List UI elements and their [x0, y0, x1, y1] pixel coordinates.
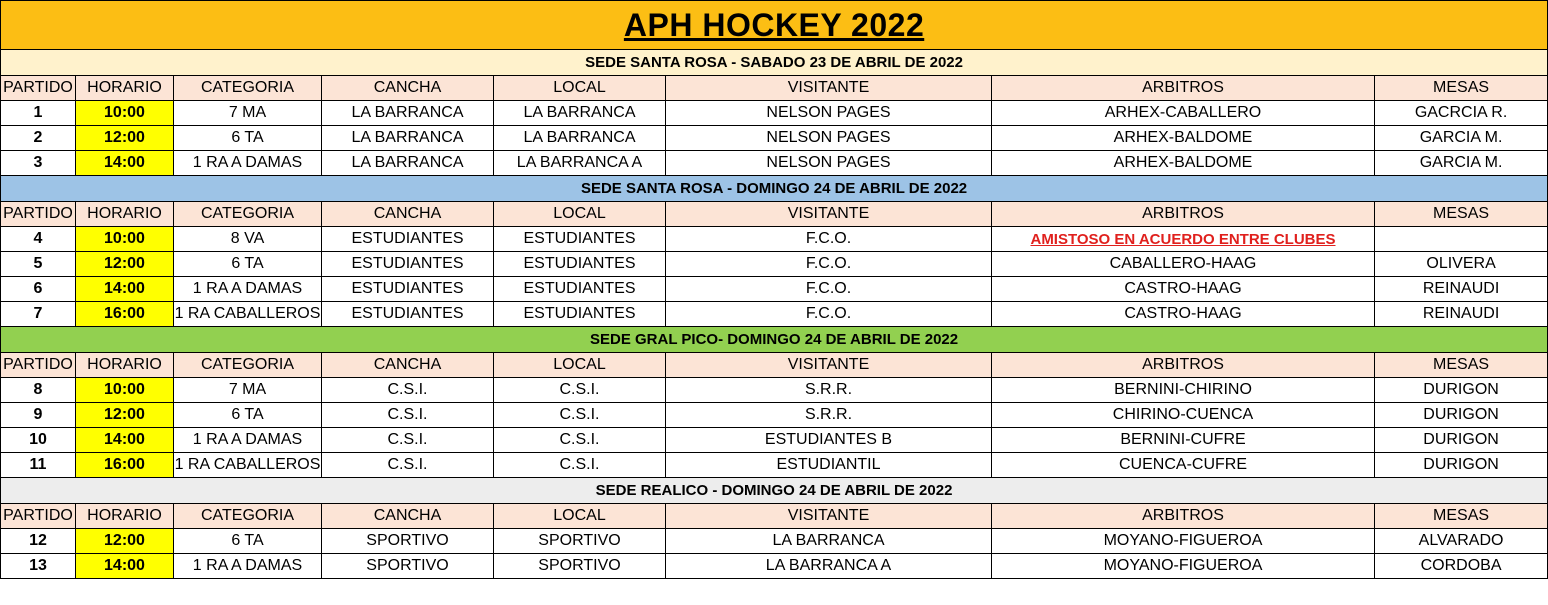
column-header-row	[1, 76, 1548, 101]
arbitros-cell: MOYANO-FIGUEROA	[992, 529, 1375, 554]
arbitros-cell: BERNINI-CUFRE	[992, 428, 1375, 453]
mesas-cell: GACRCIA R.	[1375, 101, 1548, 126]
column-header-local: LOCAL	[494, 504, 666, 529]
column-header-arbitros: ARBITROS	[992, 504, 1375, 529]
arbitros-cell: BERNINI-CHIRINO	[992, 378, 1375, 403]
horario-cell: 12:00	[76, 252, 174, 277]
categoria-cell: 1 RA A DAMAS	[174, 554, 322, 579]
local-cell: SPORTIVO	[494, 554, 666, 579]
visitante-cell: F.C.O.	[666, 252, 992, 277]
cancha-cell: ESTUDIANTES	[322, 277, 494, 302]
match-row	[1, 453, 1548, 478]
column-header-row	[1, 504, 1548, 529]
visitante-cell: NELSON PAGES	[666, 101, 992, 126]
column-header-row	[1, 202, 1548, 227]
mesas-cell: REINAUDI	[1375, 277, 1548, 302]
horario-cell: 14:00	[76, 151, 174, 176]
visitante-cell: S.R.R.	[666, 378, 992, 403]
column-header-local: LOCAL	[494, 202, 666, 227]
venue-title: SEDE REALICO - DOMINGO 24 DE ABRIL DE 2022	[1, 478, 1548, 504]
categoria-cell: 1 RA CABALLEROS	[174, 453, 322, 478]
column-header-visitante: VISITANTE	[666, 76, 992, 101]
local-cell: ESTUDIANTES	[494, 277, 666, 302]
partido-cell: 10	[1, 428, 76, 453]
match-row	[1, 151, 1548, 176]
visitante-cell: LA BARRANCA A	[666, 554, 992, 579]
column-header-horario: HORARIO	[76, 202, 174, 227]
partido-cell: 6	[1, 277, 76, 302]
column-header-mesas: MESAS	[1375, 202, 1548, 227]
categoria-cell: 6 TA	[174, 403, 322, 428]
local-cell: ESTUDIANTES	[494, 252, 666, 277]
local-cell: C.S.I.	[494, 428, 666, 453]
column-header-mesas: MESAS	[1375, 76, 1548, 101]
column-header-mesas: MESAS	[1375, 353, 1548, 378]
cancha-cell: ESTUDIANTES	[322, 252, 494, 277]
venue-row	[1, 50, 1548, 76]
categoria-cell: 6 TA	[174, 126, 322, 151]
arbitros-cell: AMISTOSO EN ACUERDO ENTRE CLUBES	[992, 227, 1375, 252]
local-cell: SPORTIVO	[494, 529, 666, 554]
venue-title: SEDE SANTA ROSA - DOMINGO 24 DE ABRIL DE 2022	[1, 176, 1548, 202]
horario-cell: 14:00	[76, 554, 174, 579]
cancha-cell: C.S.I.	[322, 378, 494, 403]
horario-cell: 16:00	[76, 302, 174, 327]
arbitros-cell: CHIRINO-CUENCA	[992, 403, 1375, 428]
venue-title: SEDE SANTA ROSA - SABADO 23 DE ABRIL DE 2022	[1, 50, 1548, 76]
mesas-cell	[1375, 227, 1548, 252]
categoria-cell: 1 RA CABALLEROS	[174, 302, 322, 327]
column-header-arbitros: ARBITROS	[992, 76, 1375, 101]
mesas-cell: DURIGON	[1375, 378, 1548, 403]
column-header-horario: HORARIO	[76, 504, 174, 529]
arbitros-cell: ARHEX-BALDOME	[992, 126, 1375, 151]
partido-cell: 12	[1, 529, 76, 554]
partido-cell: 11	[1, 453, 76, 478]
cancha-cell: SPORTIVO	[322, 554, 494, 579]
horario-cell: 10:00	[76, 101, 174, 126]
venue-title: SEDE GRAL PICO- DOMINGO 24 DE ABRIL DE 2022	[1, 327, 1548, 353]
match-row	[1, 252, 1548, 277]
partido-cell: 3	[1, 151, 76, 176]
visitante-cell: F.C.O.	[666, 302, 992, 327]
horario-cell: 12:00	[76, 126, 174, 151]
categoria-cell: 7 MA	[174, 101, 322, 126]
arbitros-cell: MOYANO-FIGUEROA	[992, 554, 1375, 579]
match-row	[1, 529, 1548, 554]
column-header-mesas: MESAS	[1375, 504, 1548, 529]
horario-cell: 16:00	[76, 453, 174, 478]
partido-cell: 5	[1, 252, 76, 277]
categoria-cell: 1 RA A DAMAS	[174, 277, 322, 302]
title-row	[1, 1, 1548, 50]
arbitros-cell: CABALLERO-HAAG	[992, 252, 1375, 277]
horario-cell: 14:00	[76, 277, 174, 302]
column-header-arbitros: ARBITROS	[992, 353, 1375, 378]
column-header-cancha: CANCHA	[322, 202, 494, 227]
local-cell: ESTUDIANTES	[494, 302, 666, 327]
partido-cell: 8	[1, 378, 76, 403]
column-header-partido: PARTIDO	[1, 202, 76, 227]
arbitros-cell: CASTRO-HAAG	[992, 302, 1375, 327]
partido-cell: 1	[1, 101, 76, 126]
match-row	[1, 277, 1548, 302]
mesas-cell: DURIGON	[1375, 403, 1548, 428]
arbitros-cell: ARHEX-BALDOME	[992, 151, 1375, 176]
page-title: APH HOCKEY 2022	[1, 1, 1548, 50]
visitante-cell: NELSON PAGES	[666, 126, 992, 151]
visitante-cell: S.R.R.	[666, 403, 992, 428]
match-row	[1, 227, 1548, 252]
partido-cell: 9	[1, 403, 76, 428]
column-header-local: LOCAL	[494, 76, 666, 101]
horario-cell: 14:00	[76, 428, 174, 453]
local-cell: LA BARRANCA	[494, 126, 666, 151]
horario-cell: 10:00	[76, 227, 174, 252]
visitante-cell: NELSON PAGES	[666, 151, 992, 176]
cancha-cell: C.S.I.	[322, 428, 494, 453]
column-header-visitante: VISITANTE	[666, 202, 992, 227]
match-row	[1, 101, 1548, 126]
column-header-cancha: CANCHA	[322, 353, 494, 378]
column-header-categoria: CATEGORIA	[174, 76, 322, 101]
local-cell: C.S.I.	[494, 378, 666, 403]
match-row	[1, 302, 1548, 327]
column-header-partido: PARTIDO	[1, 76, 76, 101]
column-header-partido: PARTIDO	[1, 504, 76, 529]
cancha-cell: LA BARRANCA	[322, 126, 494, 151]
column-header-horario: HORARIO	[76, 353, 174, 378]
venue-row	[1, 176, 1548, 202]
column-header-categoria: CATEGORIA	[174, 353, 322, 378]
visitante-cell: F.C.O.	[666, 277, 992, 302]
column-header-cancha: CANCHA	[322, 76, 494, 101]
column-header-visitante: VISITANTE	[666, 353, 992, 378]
categoria-cell: 1 RA A DAMAS	[174, 151, 322, 176]
venue-row	[1, 478, 1548, 504]
categoria-cell: 1 RA A DAMAS	[174, 428, 322, 453]
local-cell: ESTUDIANTES	[494, 227, 666, 252]
column-header-partido: PARTIDO	[1, 353, 76, 378]
mesas-cell: ALVARADO	[1375, 529, 1548, 554]
categoria-cell: 7 MA	[174, 378, 322, 403]
visitante-cell: LA BARRANCA	[666, 529, 992, 554]
cancha-cell: ESTUDIANTES	[322, 227, 494, 252]
mesas-cell: CORDOBA	[1375, 554, 1548, 579]
arbitros-cell: ARHEX-CABALLERO	[992, 101, 1375, 126]
cancha-cell: ESTUDIANTES	[322, 302, 494, 327]
cancha-cell: LA BARRANCA	[322, 101, 494, 126]
local-cell: C.S.I.	[494, 403, 666, 428]
mesas-cell: REINAUDI	[1375, 302, 1548, 327]
mesas-cell: GARCIA M.	[1375, 151, 1548, 176]
column-header-cancha: CANCHA	[322, 504, 494, 529]
local-cell: LA BARRANCA	[494, 101, 666, 126]
categoria-cell: 6 TA	[174, 529, 322, 554]
mesas-cell: DURIGON	[1375, 428, 1548, 453]
column-header-categoria: CATEGORIA	[174, 202, 322, 227]
visitante-cell: F.C.O.	[666, 227, 992, 252]
mesas-cell: OLIVERA	[1375, 252, 1548, 277]
visitante-cell: ESTUDIANTES B	[666, 428, 992, 453]
visitante-cell: ESTUDIANTIL	[666, 453, 992, 478]
horario-cell: 12:00	[76, 529, 174, 554]
column-header-visitante: VISITANTE	[666, 504, 992, 529]
match-row	[1, 403, 1548, 428]
venue-row	[1, 327, 1548, 353]
cancha-cell: C.S.I.	[322, 453, 494, 478]
mesas-cell: DURIGON	[1375, 453, 1548, 478]
partido-cell: 7	[1, 302, 76, 327]
horario-cell: 12:00	[76, 403, 174, 428]
column-header-horario: HORARIO	[76, 76, 174, 101]
match-row	[1, 126, 1548, 151]
match-row	[1, 554, 1548, 579]
column-header-row	[1, 353, 1548, 378]
match-row	[1, 378, 1548, 403]
cancha-cell: C.S.I.	[322, 403, 494, 428]
match-row	[1, 428, 1548, 453]
column-header-categoria: CATEGORIA	[174, 504, 322, 529]
local-cell: LA BARRANCA A	[494, 151, 666, 176]
partido-cell: 13	[1, 554, 76, 579]
arbitros-cell: CUENCA-CUFRE	[992, 453, 1375, 478]
arbitros-cell: CASTRO-HAAG	[992, 277, 1375, 302]
cancha-cell: SPORTIVO	[322, 529, 494, 554]
cancha-cell: LA BARRANCA	[322, 151, 494, 176]
horario-cell: 10:00	[76, 378, 174, 403]
partido-cell: 2	[1, 126, 76, 151]
categoria-cell: 6 TA	[174, 252, 322, 277]
column-header-arbitros: ARBITROS	[992, 202, 1375, 227]
local-cell: C.S.I.	[494, 453, 666, 478]
mesas-cell: GARCIA M.	[1375, 126, 1548, 151]
categoria-cell: 8 VA	[174, 227, 322, 252]
column-header-local: LOCAL	[494, 353, 666, 378]
partido-cell: 4	[1, 227, 76, 252]
